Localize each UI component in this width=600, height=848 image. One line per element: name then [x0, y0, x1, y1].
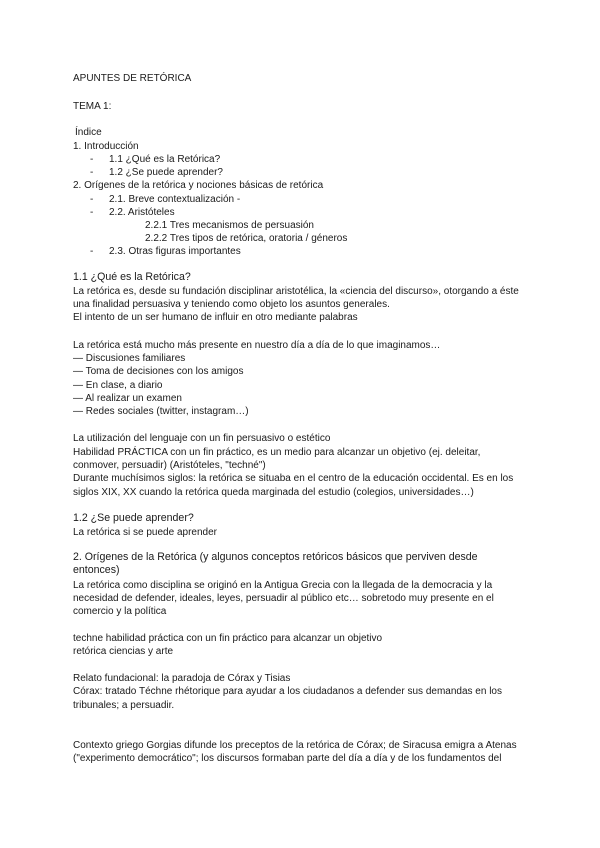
paragraph-line: La retórica está mucho más presente en nuestro día a día de lo que imaginamos…	[73, 340, 441, 351]
section-heading-2-cont: entonces)	[73, 564, 120, 576]
list-item: — Redes sociales (twitter, instagram…)	[73, 406, 249, 417]
toc-dash: -	[90, 154, 94, 165]
toc-item[interactable]: - 2.2. Aristóteles	[90, 207, 175, 218]
section-heading-1-1: 1.1 ¿Qué es la Retórica?	[73, 271, 191, 283]
list-item: — En clase, a diario	[73, 380, 163, 391]
paragraph-line: una finalidad persuasiva y teniendo como objeto los asuntos generales.	[73, 299, 390, 310]
section-heading-1-2: 1.2 ¿Se puede aprender?	[73, 512, 194, 524]
toc-item[interactable]: - 2.1. Breve contextualización -	[90, 194, 241, 205]
list-item: — Al realizar un examen	[73, 393, 182, 404]
paragraph-line: tribunales; a persuadir.	[73, 700, 175, 711]
tema-label: TEMA 1:	[73, 101, 112, 112]
paragraph-line: techne habilidad práctica con un fin práctico para alcanzar un objetivo	[73, 633, 383, 644]
paragraph-line: conmover, persuadir) (Aristóteles, "techné")	[73, 460, 266, 471]
paragraph-line: comercio y la política	[73, 606, 167, 617]
toc-heading: Índice	[75, 127, 102, 138]
toc-dash: -	[90, 194, 94, 205]
paragraph-line: necesidad de defender, ideales, leyes, persuadir al público etc… sobretodo muy presente en el	[73, 593, 494, 604]
paragraph-line: Relato fundacional: la paradoja de Córax y Tisias	[73, 673, 291, 684]
paragraph-line: Habilidad PRÁCTICA con un fin práctico, es un medio para alcanzar un objetivo (ej. deleitar,	[73, 447, 481, 458]
toc-item[interactable]: 2.2.2 Tres tipos de retórica, oratoria / géneros	[145, 233, 348, 244]
paragraph-line: Córax: tratado Téchne rhétorique para ayudar a los ciudadanos a defender sus demandas en los	[73, 686, 502, 697]
paragraph-line: La retórica como disciplina se originó en la Antigua Grecia con la llegada de la democracia y la	[73, 580, 493, 591]
paragraph-line: La retórica si se puede aprender	[73, 527, 217, 538]
paragraph-line: siglos XIX, XX cuando la retórica queda marginada del estudio (colegios, universidades…)	[73, 487, 474, 498]
toc-dash: -	[90, 207, 94, 218]
toc-item[interactable]: 1. Introducción	[73, 141, 139, 152]
section-heading-2: 2. Orígenes de la Retórica (y algunos conceptos retóricos básicos que perviven desde	[73, 551, 478, 563]
toc-item[interactable]: - 1.2 ¿Se puede aprender?	[90, 167, 223, 178]
document-title: APUNTES DE RETÓRICA	[73, 73, 192, 84]
list-item: — Discusiones familiares	[73, 353, 186, 364]
toc-item[interactable]: - 1.1 ¿Qué es la Retórica?	[90, 154, 221, 165]
list-item: — Toma de decisiones con los amigos	[73, 366, 244, 377]
paragraph-line: Contexto griego Gorgias difunde los preceptos de la retórica de Córax; de Siracusa emigra a Atenas	[73, 740, 517, 751]
toc-dash: -	[90, 246, 94, 257]
paragraph-line: La retórica es, desde su fundación disciplinar aristotélica, la «ciencia del discurso», otorgando a éste	[73, 286, 519, 297]
paragraph-line: Durante muchísimos siglos: la retórica se situaba en el centro de la educación occidental. Es en los	[73, 473, 514, 484]
paragraph-line: El intento de un ser humano de influir en otro mediante palabras	[73, 312, 358, 323]
toc-dash: -	[90, 167, 94, 178]
toc-item[interactable]: 2. Orígenes de la retórica y nociones básicas de retórica	[73, 180, 324, 191]
paragraph-line: ("experimento democrático"; los discursos formaban parte del día a día y de los fundamentos del	[73, 753, 502, 764]
toc-item[interactable]: - 2.3. Otras figuras importantes	[90, 246, 241, 257]
paragraph-line: La utilización del lenguaje con un fin persuasivo o estético	[73, 433, 331, 444]
paragraph-line: retórica ciencias y arte	[73, 646, 174, 657]
toc-item[interactable]: 2.2.1 Tres mecanismos de persuasión	[145, 220, 314, 231]
